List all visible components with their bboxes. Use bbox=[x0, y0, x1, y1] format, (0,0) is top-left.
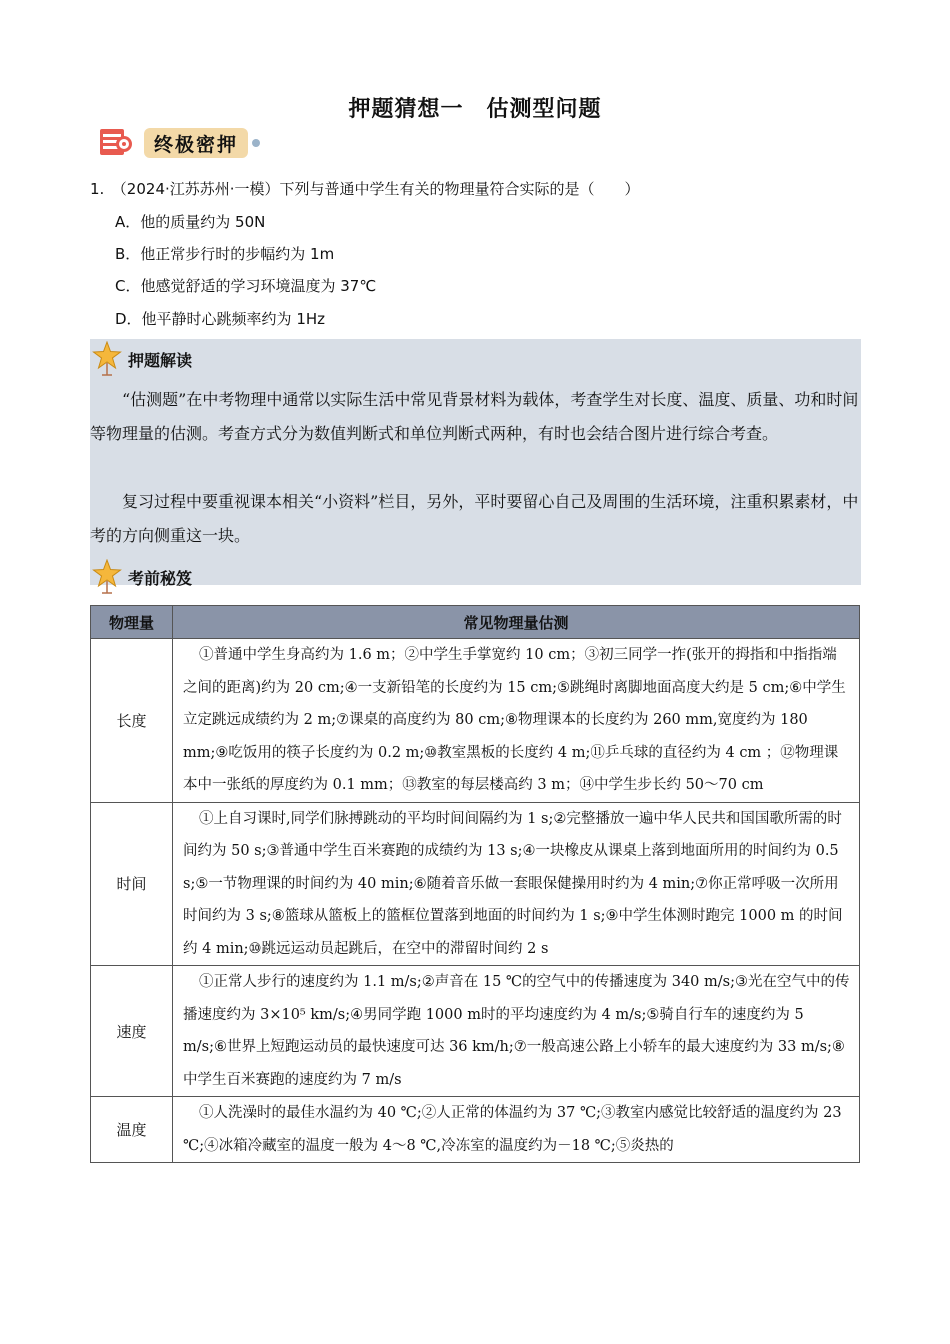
banner-dot bbox=[252, 139, 260, 147]
row-category: 温度 bbox=[91, 1097, 173, 1163]
star-icon bbox=[92, 341, 122, 377]
analysis-paragraph: “估测题”在中考物理中通常以实际生活中常见背景材料为载体，考查学生对长度、温度、质量、功和时间等物理量的估测。考查方式分为数值判断式和单位判断式两种，有时也会结合图片进行综合考查。 bbox=[90, 390, 859, 443]
row-content: ①人洗澡时的最佳水温约为 40 ℃;②人正常的体温约为 37 ℃;③教室内感觉比较舒适的温度约为 23 ℃;④冰箱冷藏室的温度一般为 4～8 ℃,冷冻室的温度约为－18 ℃;⑤炎热的 bbox=[173, 1097, 860, 1163]
estimation-table bbox=[90, 605, 860, 1163]
page-title: 押题猜想一 估测型问题 bbox=[348, 97, 602, 122]
row-content: ①上自习课时,同学们脉搏跳动的平均时间间隔约为 1 s;②完整播放一遍中华人民共和国国歌所需的时间约为 50 s;③普通中学生百米赛跑的成绩约为 13 s;④一块橡皮从课桌上落到地面所用的时间约为 0.5 s;⑤一节物理课的时间约为 40 min;⑥随着音乐做一套眼保健操用时约为 4 min;⑦你正常呼吸一次所用时间约为 3 s;⑧篮球从篮板上的篮框位置落到地面的时间约为 1 s;⑨中学生体测时跑完 1000 m 的时间约 4 min;⑩跳远运动员起跳后，在空中的滞留时间约 2 s bbox=[173, 802, 860, 966]
table-row bbox=[91, 966, 860, 1097]
table-row bbox=[91, 639, 860, 803]
table-row bbox=[91, 1097, 860, 1163]
analysis-heading-text: 押题解读 bbox=[128, 350, 193, 370]
option-d: D．他平静时心跳频率约为 1Hz bbox=[115, 310, 326, 328]
question-stem: 1. （2024·江苏苏州·一模）下列与普通中学生有关的物理量符合实际的是（ ） bbox=[90, 180, 640, 198]
row-category: 速度 bbox=[91, 966, 173, 1097]
analysis-heading bbox=[90, 341, 192, 377]
analysis-paragraph: 复习过程中要重视课本相关“小资料”栏目，另外，平时要留心自己及周围的生活环境，注重积累素材，中考的方向侧重这一块。 bbox=[90, 492, 859, 545]
star-icon bbox=[92, 559, 122, 595]
header-quantity: 物理量 bbox=[91, 606, 173, 639]
analysis-panel bbox=[90, 339, 861, 588]
target-board-icon bbox=[100, 127, 136, 159]
option-a: A．他的质量约为 50N bbox=[115, 213, 266, 231]
tips-heading-text: 考前秘笈 bbox=[128, 568, 193, 588]
section-banner bbox=[100, 126, 260, 160]
table-header-row bbox=[91, 606, 860, 639]
row-content: ①普通中学生身高约为 1.6 m；②中学生手掌宽约 10 cm；③初三同学一拃(张开的拇指和中指指端之间的距离)约为 20 cm;④一支新铅笔的长度约为 15 cm;⑤跳绳时离脚地面高度大约是 5 cm;⑥中学生立定跳远成绩约为 2 m;⑦课桌的高度约为 80 cm;⑧物理课本的长度约为 260 mm,宽度约为 180 mm;⑨吃饭用的筷子长度约为 0.2 m;⑩教室黑板的长度约 4 m;⑪乒乓球的直径约为 4 cm ；⑫物理课本中一张纸的厚度约为 0.1 mm；⑬教室的每层楼高约 3 m；⑭中学生步长约 50～70 cm bbox=[173, 639, 860, 803]
option-b: B．他正常步行时的步幅约为 1m bbox=[115, 245, 335, 263]
tips-heading bbox=[90, 559, 192, 595]
header-estimates: 常见物理量估测 bbox=[173, 606, 860, 639]
row-category: 时间 bbox=[91, 802, 173, 966]
banner-label: 终极密押 bbox=[144, 128, 248, 158]
option-c: C．他感觉舒适的学习环境温度为 37℃ bbox=[115, 277, 377, 295]
row-category: 长度 bbox=[91, 639, 173, 803]
table-row bbox=[91, 802, 860, 966]
row-content: ①正常人步行的速度约为 1.1 m/s;②声音在 15 ℃的空气中的传播速度为 340 m/s;③光在空气中的传播速度约为 3×10⁵ km/s;④男同学跑 1000 m时的平均速度约为 4 m/s;⑤骑自行车的速度约为 5 m/s;⑥世界上短跑运动员的最快速度可达 36 km/h;⑦一般高速公路上小轿车的最大速度约为 33 m/s;⑧中学生百米赛跑的速度约为 7 m/s bbox=[173, 966, 860, 1097]
